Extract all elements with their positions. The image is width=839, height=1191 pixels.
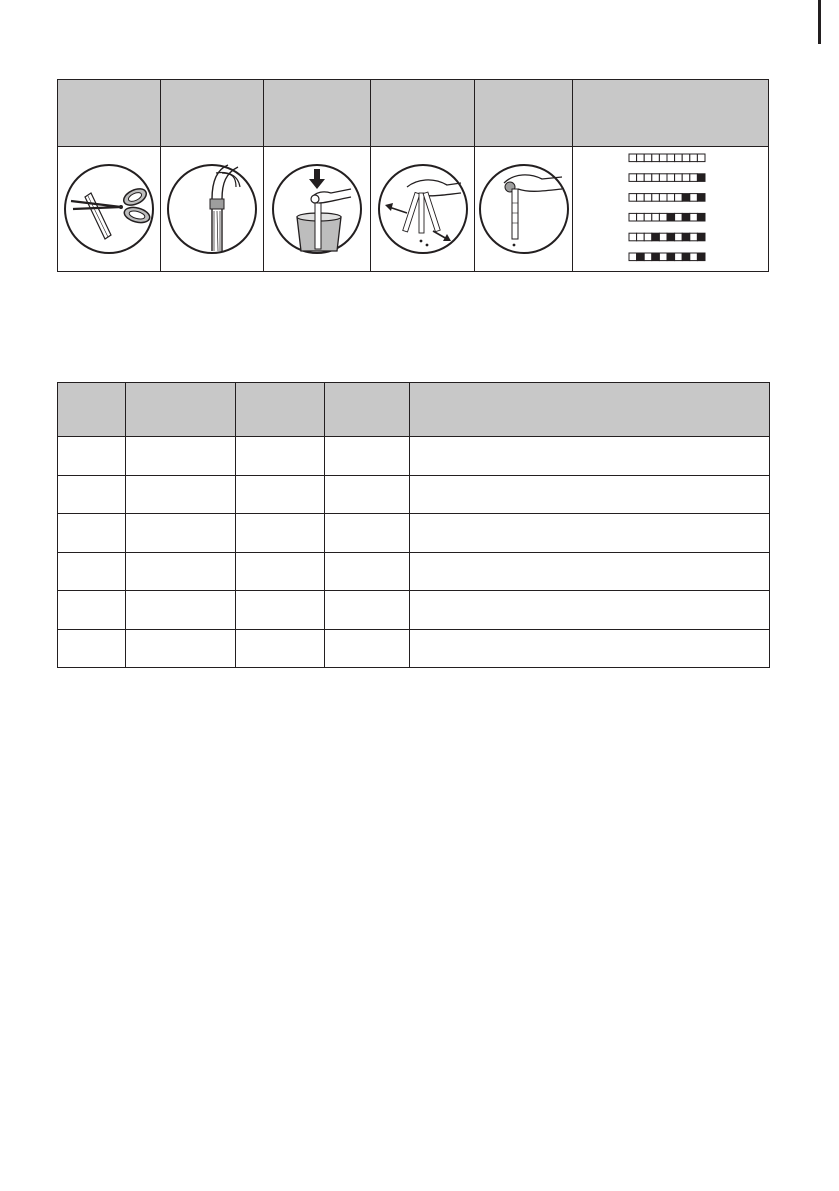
- strip-square-filled: [697, 174, 705, 182]
- result-header-cell: [236, 383, 325, 437]
- strip-square-filled: [651, 253, 659, 261]
- strip-square-filled: [667, 233, 675, 241]
- dip-strip-in-glass-icon: [271, 163, 363, 255]
- steps-header-cell: [371, 80, 475, 147]
- scissors-cutting-strip-icon: [63, 163, 155, 255]
- table-cell: [410, 437, 770, 476]
- strip-square-filled: [682, 233, 690, 241]
- strip-square-empty: [674, 213, 682, 221]
- strip-square-empty: [644, 233, 652, 241]
- strip-square-empty: [651, 213, 659, 221]
- strip-square-filled: [682, 213, 690, 221]
- crop-mark: [818, 0, 821, 44]
- strip-square-empty: [689, 154, 697, 162]
- strip-square-empty: [659, 233, 667, 241]
- table-cell: [236, 514, 325, 553]
- table-cell: [58, 475, 126, 514]
- strip-square-empty: [636, 194, 644, 202]
- strip-square-filled: [682, 253, 690, 261]
- table-cell: [58, 514, 126, 553]
- strip-square-filled: [697, 253, 705, 261]
- strip-row: [629, 253, 705, 261]
- table-cell: [325, 437, 410, 476]
- table-cell: [410, 591, 770, 630]
- strip-square-filled: [697, 194, 705, 202]
- step-cell-read: [475, 147, 573, 272]
- read-strip-icon: [478, 163, 570, 255]
- strip-square-empty: [636, 154, 644, 162]
- strip-square-empty: [629, 154, 637, 162]
- strip-square-empty: [644, 174, 652, 182]
- table-row: [58, 591, 770, 630]
- steps-header-cell: [573, 80, 769, 147]
- table-cell: [236, 629, 325, 668]
- strip-square-empty: [644, 154, 652, 162]
- strip-square-empty: [659, 154, 667, 162]
- strip-square-empty: [644, 194, 652, 202]
- strip-square-empty: [651, 174, 659, 182]
- table-cell: [325, 475, 410, 514]
- table-cell: [126, 552, 236, 591]
- strip-square-filled: [636, 253, 644, 261]
- strip-pattern-cell: [573, 147, 769, 272]
- table-row: [58, 629, 770, 668]
- strip-row: [629, 233, 705, 241]
- table-cell: [58, 437, 126, 476]
- result-header-cell: [410, 383, 770, 437]
- strip-square-empty: [659, 174, 667, 182]
- table-cell: [410, 514, 770, 553]
- strip-square-filled: [667, 253, 675, 261]
- steps-header-cell: [58, 80, 161, 147]
- strip-pattern-chart: [628, 153, 714, 265]
- table-cell: [236, 475, 325, 514]
- step-cell-rinse: [161, 147, 264, 272]
- test-steps-table: [57, 79, 769, 272]
- table-cell: [126, 514, 236, 553]
- strip-square-filled: [651, 233, 659, 241]
- strip-square-empty: [674, 174, 682, 182]
- strip-square-filled: [667, 213, 675, 221]
- result-header-row: [58, 383, 770, 437]
- strip-square-empty: [674, 194, 682, 202]
- strip-square-empty: [644, 213, 652, 221]
- strip-square-empty: [651, 154, 659, 162]
- table-row: [58, 437, 770, 476]
- strip-square-empty: [674, 154, 682, 162]
- table-cell: [325, 552, 410, 591]
- strip-square-empty: [682, 174, 690, 182]
- table-cell: [236, 591, 325, 630]
- shake-strip-icon: [377, 163, 469, 255]
- table-cell: [410, 475, 770, 514]
- strip-square-empty: [689, 213, 697, 221]
- strip-square-empty: [629, 174, 637, 182]
- table-cell: [126, 475, 236, 514]
- strip-square-empty: [629, 194, 637, 202]
- steps-header-cell: [161, 80, 264, 147]
- strip-square-empty: [636, 213, 644, 221]
- table-cell: [410, 629, 770, 668]
- step-cell-shake: [371, 147, 475, 272]
- table-cell: [325, 591, 410, 630]
- strip-square-empty: [689, 194, 697, 202]
- strip-square-empty: [674, 233, 682, 241]
- table-cell: [236, 437, 325, 476]
- result-table: [57, 382, 770, 668]
- strip-square-empty: [629, 213, 637, 221]
- strip-square-empty: [689, 233, 697, 241]
- strip-square-empty: [644, 253, 652, 261]
- steps-header-row: [58, 80, 769, 147]
- table-row: [58, 514, 770, 553]
- running-tap-water-icon: [166, 163, 258, 255]
- table-row: [58, 552, 770, 591]
- strip-square-empty: [629, 233, 637, 241]
- strip-square-empty: [659, 194, 667, 202]
- table-cell: [58, 629, 126, 668]
- table-cell: [126, 437, 236, 476]
- steps-header-cell: [264, 80, 371, 147]
- step-cell-cut: [58, 147, 161, 272]
- step-cell-dip: [264, 147, 371, 272]
- table-cell: [325, 629, 410, 668]
- strip-square-filled: [697, 233, 705, 241]
- table-cell: [58, 591, 126, 630]
- strip-square-empty: [636, 233, 644, 241]
- table-cell: [58, 552, 126, 591]
- table-cell: [410, 552, 770, 591]
- strip-square-filled: [682, 194, 690, 202]
- result-header-cell: [58, 383, 126, 437]
- result-header-cell: [126, 383, 236, 437]
- strip-row: [629, 213, 705, 221]
- strip-row: [629, 194, 705, 202]
- table-cell: [126, 629, 236, 668]
- result-header-cell: [325, 383, 410, 437]
- strip-square-empty: [659, 253, 667, 261]
- strip-square-empty: [697, 154, 705, 162]
- steps-header-cell: [475, 80, 573, 147]
- strip-square-empty: [636, 174, 644, 182]
- strip-row: [629, 154, 705, 162]
- strip-square-empty: [667, 154, 675, 162]
- table-cell: [325, 514, 410, 553]
- steps-illustration-row: [58, 147, 769, 272]
- table-cell: [126, 591, 236, 630]
- strip-row: [629, 174, 705, 182]
- table-row: [58, 475, 770, 514]
- strip-square-empty: [682, 154, 690, 162]
- strip-square-empty: [689, 253, 697, 261]
- strip-square-empty: [667, 194, 675, 202]
- strip-square-filled: [697, 213, 705, 221]
- strip-square-empty: [689, 174, 697, 182]
- strip-square-empty: [629, 253, 637, 261]
- strip-square-empty: [651, 194, 659, 202]
- strip-square-empty: [659, 213, 667, 221]
- strip-square-empty: [667, 174, 675, 182]
- strip-square-empty: [674, 253, 682, 261]
- table-cell: [236, 552, 325, 591]
